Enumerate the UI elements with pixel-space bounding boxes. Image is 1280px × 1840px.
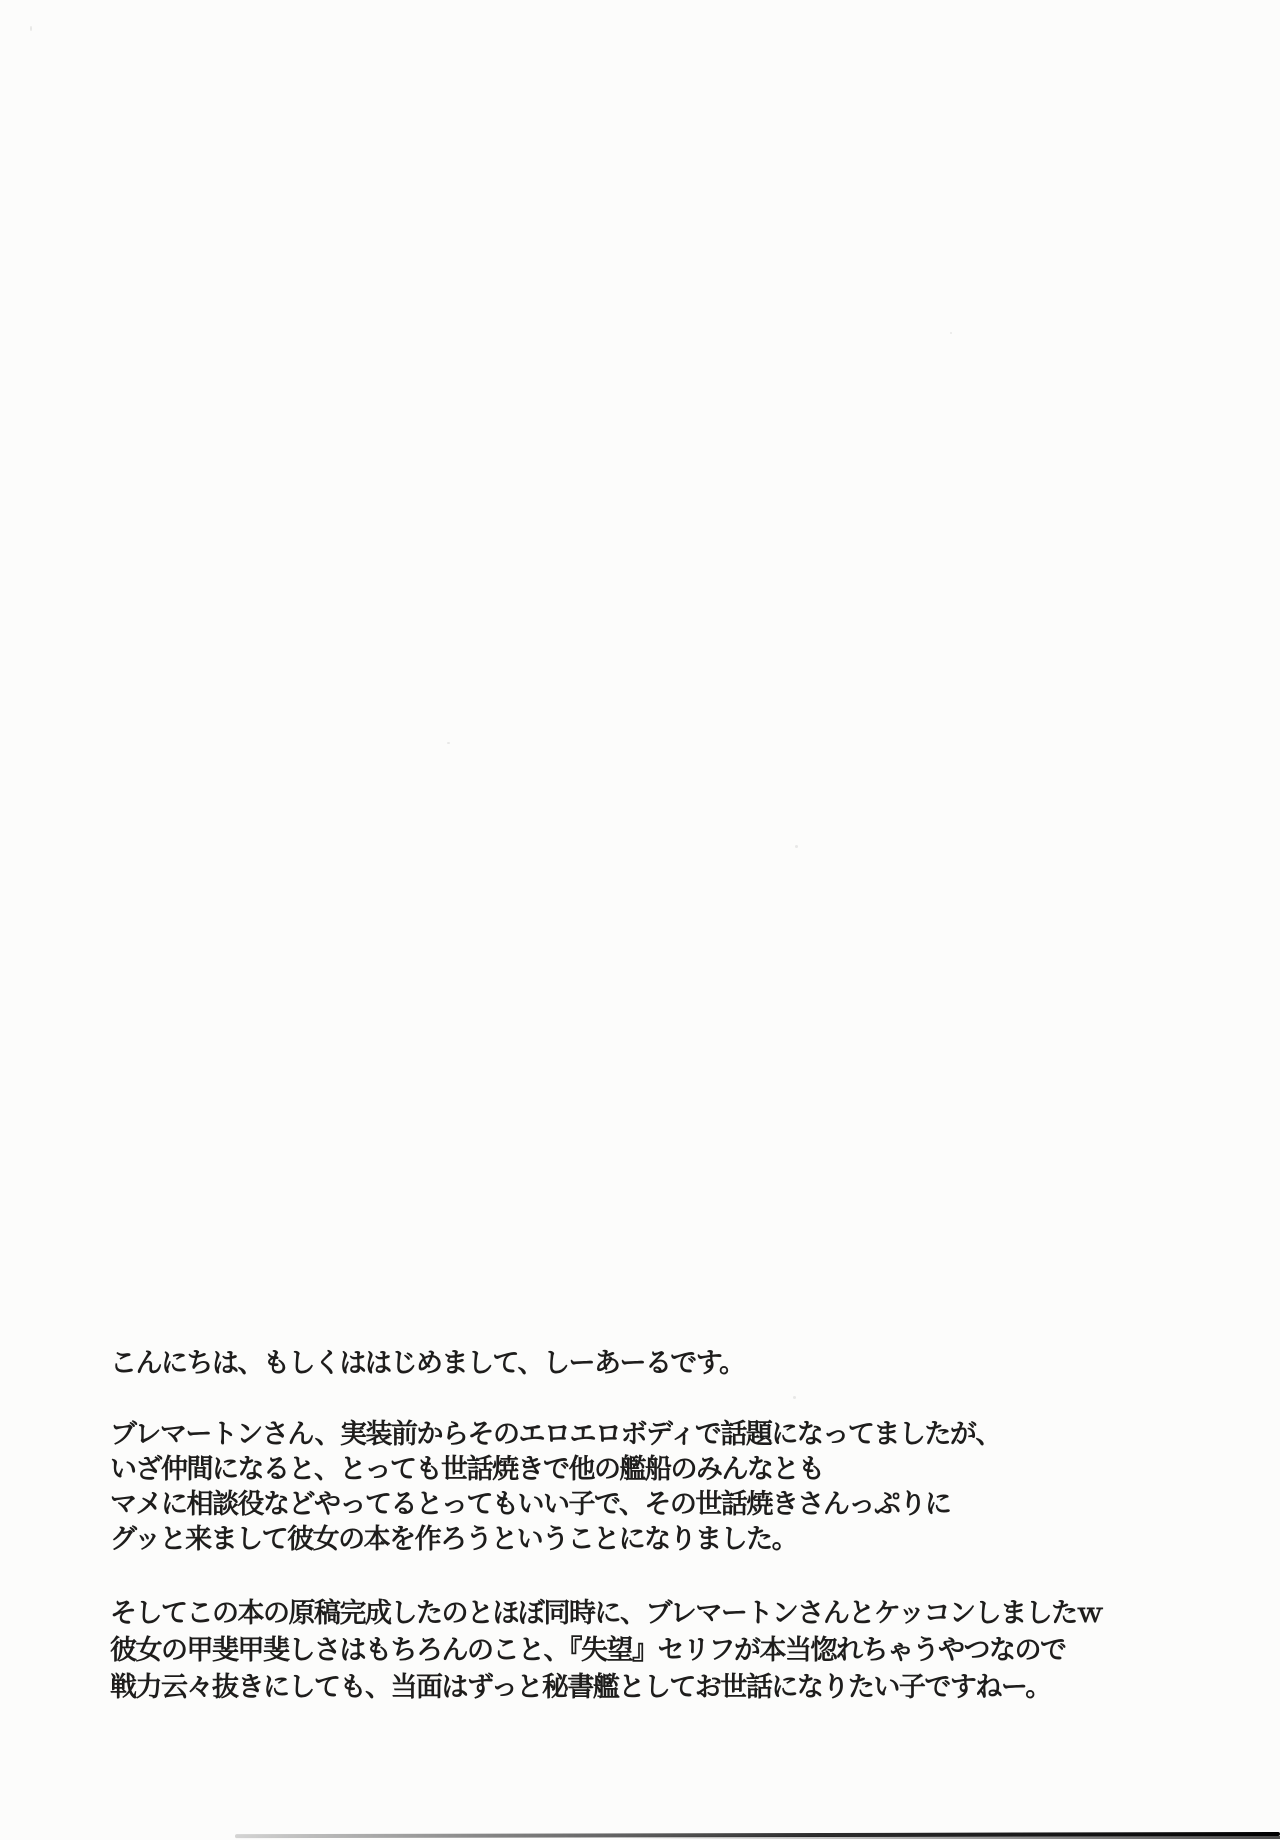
afterword-line: マメに相談役などやってるとってもいい子で、その世話焼きさんっぷりに: [110, 1489, 951, 1520]
afterword-paragraph-1: [110, 1417, 1001, 1557]
afterword-line: 戦力云々抜きにしても、当面はずっと秘書艦としてお世話になりたい子ですねー。: [110, 1672, 1051, 1703]
scan-speck: [793, 1396, 796, 1399]
afterword-line: いざ仲間になると、とっても世話焼きで他の艦船のみんなとも: [110, 1454, 824, 1485]
afterword-greeting-line: こんにちは、もしくははじめまして、しーあーるです。: [110, 1348, 745, 1379]
scan-speck: [30, 26, 32, 31]
afterword-line: ブレマートンさん、実装前からそのエロエロボディで話題になってましたが、: [110, 1419, 1001, 1450]
afterword-line: グッと来まして彼女の本を作ろうということになりました。: [110, 1524, 798, 1555]
scan-speck: [950, 332, 952, 334]
afterword-paragraph-2: [110, 1595, 1102, 1706]
scan-speck: [795, 845, 798, 848]
afterword-line: 彼女の甲斐甲斐しさはもちろんのこと、『失望』セリフが本当惚れちゃうやつなので: [110, 1635, 1066, 1666]
scan-speck: [447, 742, 450, 744]
afterword-line: そしてこの本の原稿完成したのとほぼ同時に、ブレマートンさんとケッコンしましたｗ: [110, 1598, 1103, 1629]
